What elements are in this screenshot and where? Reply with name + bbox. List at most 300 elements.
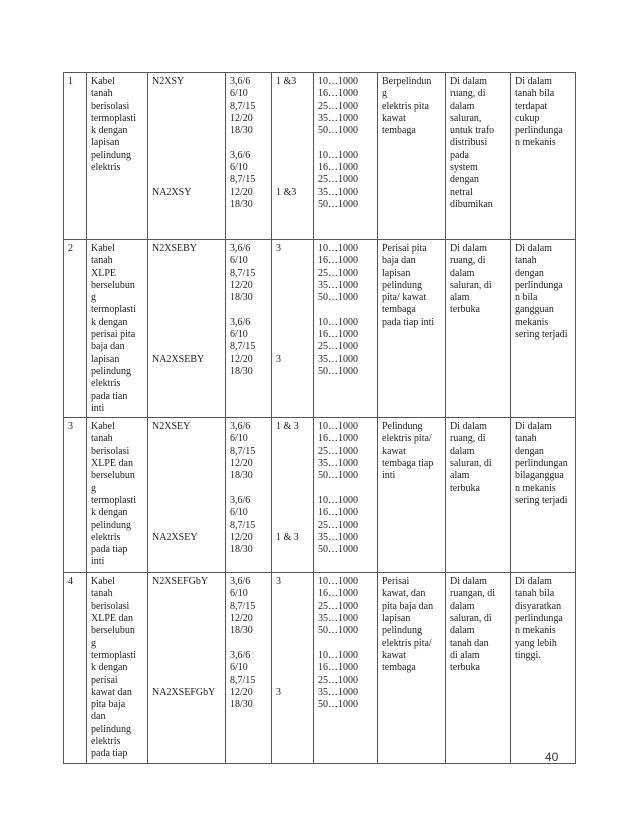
cell-number: [64, 418, 87, 573]
cross-section-value: 10…1000: [318, 243, 358, 254]
cell-installation-line: dalam: [450, 100, 475, 112]
cross-section-value: 10…1000: [318, 316, 358, 328]
cell-description-line: Kabel: [91, 76, 115, 87]
spacer: [276, 483, 310, 532]
core-count: 1 & 3: [276, 421, 299, 433]
cable-spec-table: [63, 72, 576, 764]
voltage-value: 3,6/6: [230, 421, 251, 433]
cross-section-value: 25…1000: [318, 174, 358, 186]
cell-installation-line: ruang, di: [450, 88, 486, 100]
cell-protection-line: n bila: [515, 292, 538, 304]
cell-cable-type: [148, 418, 226, 573]
cell-description-line: berselubun: [91, 625, 135, 637]
cell-construction-line: pelindung: [382, 279, 422, 291]
spacer: [276, 433, 310, 482]
cross-section-value: 35…1000: [318, 112, 358, 124]
voltage-value: 8,7/15: [230, 100, 256, 112]
cell-protection-line: perlindunga: [515, 279, 563, 291]
cell-description-line: inti: [91, 402, 105, 414]
cell-installation-line: system: [450, 162, 478, 174]
cable-type-aluminium: NA2XSEFGbY: [152, 686, 216, 698]
cell-description-line: Kabel: [91, 576, 115, 588]
voltage-value: 8,7/15: [230, 600, 256, 612]
cross-section-value: 50…1000: [318, 365, 358, 377]
cross-section-value: 50…1000: [318, 544, 358, 556]
cell-cores: [272, 573, 314, 763]
cross-section-value: 16…1000: [318, 255, 358, 267]
voltage-value: 6/10: [230, 88, 248, 100]
cell-description-line: pada tian: [91, 390, 128, 402]
cell-protection-line: Di dalam: [515, 421, 552, 433]
cross-section-value: 25…1000: [318, 600, 358, 612]
cable-type-copper: N2XSY: [152, 76, 185, 87]
cell-installation-line: ruangan, di: [450, 588, 495, 600]
cell-description: [87, 573, 148, 763]
cable-type-copper: N2XSEY: [152, 421, 191, 433]
cell-protection: [511, 418, 576, 573]
cell-description-line: g: [91, 637, 96, 649]
cell-construction-line: Pelindung: [382, 421, 423, 433]
cell-description-line: berisolasi: [91, 600, 130, 612]
table-row: [64, 73, 576, 240]
voltage-value: 18/30: [230, 625, 253, 637]
cell-construction-line: elektris pita/: [382, 637, 432, 649]
cell-construction-line: Perisai pita: [382, 243, 427, 254]
spacer: [152, 255, 222, 304]
voltage-value: 18/30: [230, 699, 253, 711]
voltage-value: 3,6/6: [230, 149, 251, 161]
cell-description-line: elektris: [91, 531, 121, 543]
cross-section-value: 10…1000: [318, 149, 358, 161]
cell-description-line: lapisan: [91, 353, 120, 365]
cell-protection-line: perlindungan: [515, 458, 568, 470]
cell-protection-line: n mekanis: [515, 482, 556, 494]
cross-section-value: 50…1000: [318, 292, 358, 304]
voltage-value: 3,6/6: [230, 576, 251, 588]
voltage-value: 8,7/15: [230, 674, 256, 686]
cell-installation-line: terbuka: [450, 662, 480, 674]
page-number: 40: [545, 750, 559, 764]
cross-section-value: 35…1000: [318, 458, 358, 470]
voltage-value: 8,7/15: [230, 519, 256, 531]
cell-protection-line: perlindunga: [515, 125, 563, 137]
cross-section-value: 25…1000: [318, 674, 358, 686]
cross-section-value: 10…1000: [318, 576, 358, 588]
cross-section-value: 35…1000: [318, 353, 358, 365]
voltage-value: 18/30: [230, 365, 253, 377]
cell-construction-line: pada tiap inti: [382, 316, 435, 328]
cell-protection-line: dengan: [515, 445, 544, 457]
cross-section-value: 10…1000: [318, 76, 358, 87]
spacer: [230, 483, 268, 495]
cell-description-line: XLPE dan: [91, 458, 133, 470]
cable-type-copper: N2XSEFGbY: [152, 576, 209, 588]
cross-section-value: 16…1000: [318, 507, 358, 519]
cross-section-value: 25…1000: [318, 100, 358, 112]
cell-installation-line: Di dalam: [450, 76, 487, 87]
cell-installation-line: saluran, di: [450, 279, 492, 291]
row-number: 3: [68, 421, 73, 433]
voltage-value: 12/20: [230, 186, 253, 198]
voltage-value: 18/30: [230, 292, 253, 304]
spacer: [152, 638, 222, 687]
voltage-value: 18/30: [230, 125, 253, 137]
table-body: [64, 73, 576, 764]
cell-description-line: berselubun: [91, 470, 135, 482]
cross-section-value: 50…1000: [318, 125, 358, 137]
core-count: 3: [276, 686, 281, 698]
cell-cores: [272, 418, 314, 573]
cell-description-line: termoplasti: [91, 112, 136, 124]
cross-section-value: 16…1000: [318, 329, 358, 341]
cell-installation-line: dalam: [450, 267, 475, 279]
cell-protection-line: mekanis: [515, 316, 549, 328]
cell-description-line: termoplasti: [91, 494, 136, 506]
cell-installation-line: terbuka: [450, 482, 480, 494]
cell-protection-line: disyaratkan: [515, 600, 562, 612]
cell-description-line: berselubun: [91, 279, 135, 291]
cell-cross-section: [314, 73, 378, 240]
cell-protection: [511, 73, 576, 240]
cell-number: [64, 573, 87, 763]
cell-description-line: tanah: [91, 255, 113, 267]
cell-construction-line: kawat, dan: [382, 588, 426, 600]
voltage-value: 6/10: [230, 329, 248, 341]
cell-number: [64, 240, 87, 418]
voltage-value: 12/20: [230, 279, 253, 291]
voltage-value: 3,6/6: [230, 243, 251, 254]
spacer: [230, 304, 268, 316]
cell-construction: [378, 240, 446, 418]
spacer: [318, 638, 374, 650]
voltage-value: 8,7/15: [230, 267, 256, 279]
cell-construction-line: lapisan: [382, 613, 411, 625]
cell-cable-type: [148, 240, 226, 418]
cable-type-aluminium: NA2XSEBY: [152, 353, 205, 365]
spacer: [276, 588, 310, 637]
cell-construction-line: tembaga: [382, 304, 416, 316]
cell-cable-type: [148, 73, 226, 240]
cell-protection-line: tanah bila: [515, 588, 555, 600]
cell-protection-line: n mekanis: [515, 137, 556, 149]
cell-protection-line: dengan: [515, 267, 544, 279]
cell-installation-line: pada: [450, 149, 469, 161]
cell-construction: [378, 418, 446, 573]
cell-installation: [446, 573, 511, 763]
cell-voltage: [226, 240, 272, 418]
cell-voltage: [226, 418, 272, 573]
cell-protection-line: perlindunga: [515, 613, 563, 625]
voltage-value: 18/30: [230, 470, 253, 482]
spacer: [318, 304, 374, 316]
row-number: 2: [68, 243, 73, 254]
cell-description: [87, 418, 148, 573]
cell-protection-line: terdapat: [515, 100, 548, 112]
cell-description-line: k dengan: [91, 316, 128, 328]
cell-construction-line: tembaga tiap: [382, 458, 434, 470]
cross-section-value: 25…1000: [318, 519, 358, 531]
cell-description-line: elektris: [91, 378, 121, 390]
cell-installation-line: terbuka: [450, 304, 480, 316]
cell-description-line: pelindung: [91, 149, 131, 161]
spacer: [318, 137, 374, 149]
cell-construction-line: kawat: [382, 649, 406, 661]
cell-cores: [272, 73, 314, 240]
cell-description-line: lapisan: [91, 137, 120, 149]
voltage-value: 12/20: [230, 112, 253, 124]
cell-cross-section: [314, 240, 378, 418]
cross-section-value: 35…1000: [318, 279, 358, 291]
cell-voltage: [226, 73, 272, 240]
cell-description-line: pita baja: [91, 699, 126, 711]
voltage-value: 3,6/6: [230, 649, 251, 661]
cell-protection-line: sering terjadi: [515, 494, 568, 506]
cell-cable-type: [148, 573, 226, 763]
voltage-value: 3,6/6: [230, 316, 251, 328]
cell-installation-line: dengan: [450, 174, 479, 186]
spacer: [152, 137, 222, 186]
cell-voltage: [226, 573, 272, 763]
cell-installation-line: tanah dan: [450, 637, 489, 649]
cell-description: [87, 240, 148, 418]
spacer: [230, 137, 268, 149]
cell-protection-line: Di dalam: [515, 576, 552, 588]
cross-section-value: 10…1000: [318, 649, 358, 661]
table-row: [64, 573, 576, 763]
cell-description-line: XLPE dan: [91, 613, 133, 625]
cell-description-line: elektris: [91, 162, 121, 174]
cell-construction-line: pelindung: [382, 625, 422, 637]
cross-section-value: 10…1000: [318, 494, 358, 506]
cross-section-value: 35…1000: [318, 186, 358, 198]
cross-section-value: 35…1000: [318, 686, 358, 698]
cell-description-line: tanah: [91, 433, 113, 445]
voltage-value: 3,6/6: [230, 76, 251, 87]
cell-construction-line: Berpelindun: [382, 76, 432, 87]
voltage-value: 18/30: [230, 198, 253, 210]
cell-construction-line: kawat: [382, 112, 406, 124]
spacer: [230, 638, 268, 650]
cell-protection-line: Di dalam: [515, 243, 552, 254]
cell-cores: [272, 240, 314, 418]
cell-installation-line: di alam: [450, 649, 480, 661]
cell-description-line: dan: [91, 711, 106, 723]
cell-description-line: termoplasti: [91, 304, 136, 316]
voltage-value: 12/20: [230, 458, 253, 470]
voltage-value: 6/10: [230, 162, 248, 174]
spacer: [276, 137, 310, 186]
cell-installation-line: netral: [450, 186, 473, 198]
cell-installation: [446, 240, 511, 418]
cell-cross-section: [314, 573, 378, 763]
cell-construction-line: tembaga: [382, 662, 416, 674]
spacer: [276, 304, 310, 353]
cell-installation: [446, 418, 511, 573]
cell-installation-line: Di dalam: [450, 243, 487, 254]
cross-section-value: 35…1000: [318, 613, 358, 625]
cell-installation: [446, 73, 511, 240]
cell-description-line: tanah: [91, 88, 113, 100]
spacer: [152, 304, 222, 353]
spacer: [276, 255, 310, 304]
cross-section-value: 50…1000: [318, 198, 358, 210]
cross-section-value: 16…1000: [318, 162, 358, 174]
cell-construction-line: inti: [382, 470, 396, 482]
cell-installation-line: Di dalam: [450, 421, 487, 433]
core-count: 1 &3: [276, 76, 297, 87]
cell-installation-line: dalam: [450, 600, 475, 612]
spacer: [276, 638, 310, 687]
voltage-value: 6/10: [230, 588, 248, 600]
cross-section-value: 16…1000: [318, 588, 358, 600]
cross-section-value: 35…1000: [318, 531, 358, 543]
cable-type-aluminium: NA2XSY: [152, 186, 192, 198]
cell-description-line: pada tiap: [91, 748, 128, 760]
cell-description-line: kawat dan: [91, 686, 132, 698]
cell-protection: [511, 240, 576, 418]
cell-protection-line: tinggi.: [515, 649, 541, 661]
voltage-value: 6/10: [230, 662, 248, 674]
cell-description-line: Kabel: [91, 243, 115, 254]
cell-installation-line: alam: [450, 470, 470, 482]
cell-protection-line: tanah: [515, 255, 537, 267]
voltage-value: 3,6/6: [230, 494, 251, 506]
cell-construction-line: tembaga: [382, 125, 416, 137]
row-number: 1: [68, 76, 73, 87]
cell-description-line: XLPE: [91, 267, 116, 279]
cross-section-value: 50…1000: [318, 470, 358, 482]
cross-section-value: 10…1000: [318, 421, 358, 433]
voltage-value: 12/20: [230, 686, 253, 698]
cell-description-line: perisai pita: [91, 329, 136, 341]
cell-construction: [378, 573, 446, 763]
cell-description-line: k dengan: [91, 662, 128, 674]
cell-description: [87, 73, 148, 240]
cell-installation-line: saluran,: [450, 112, 482, 124]
cell-installation-line: ruang, di: [450, 255, 486, 267]
cell-description-line: berisolasi: [91, 100, 130, 112]
cell-description-line: g: [91, 482, 96, 494]
voltage-value: 8,7/15: [230, 341, 256, 353]
cell-construction-line: g: [382, 88, 387, 100]
cell-installation-line: Di dalam: [450, 576, 487, 588]
spacer: [152, 88, 222, 137]
table-row: [64, 240, 576, 418]
cross-section-value: 16…1000: [318, 88, 358, 100]
cell-construction-line: Perisai: [382, 576, 410, 588]
core-count: 1 & 3: [276, 531, 299, 543]
cell-cross-section: [314, 418, 378, 573]
cell-protection-line: bilagangguа: [515, 470, 564, 482]
cell-description-line: berisolasi: [91, 445, 130, 457]
voltage-value: 12/20: [230, 613, 253, 625]
cell-installation-line: dalam: [450, 625, 475, 637]
cell-installation-line: alam: [450, 292, 470, 304]
cable-type-aluminium: NA2XSEY: [152, 531, 198, 543]
cross-section-value: 25…1000: [318, 267, 358, 279]
voltage-value: 12/20: [230, 531, 253, 543]
core-count: 1 &3: [276, 186, 297, 198]
cell-installation-line: distribusi: [450, 137, 488, 149]
cell-construction: [378, 73, 446, 240]
spacer: [152, 588, 222, 637]
cell-protection-line: tanah bila: [515, 88, 555, 100]
voltage-value: 18/30: [230, 544, 253, 556]
cell-construction-line: elektris pita/: [382, 433, 432, 445]
cell-protection-line: gangguan: [515, 304, 554, 316]
cell-description-line: elektris: [91, 736, 121, 748]
cell-installation-line: ruang, di: [450, 433, 486, 445]
cell-protection-line: sering terjadi: [515, 329, 568, 341]
cross-section-value: 50…1000: [318, 625, 358, 637]
cell-description-line: pada tiap: [91, 544, 128, 556]
cell-installation-line: untuk trafo: [450, 125, 495, 137]
cell-installation-line: dalam: [450, 445, 475, 457]
spacer: [318, 483, 374, 495]
cross-section-value: 25…1000: [318, 341, 358, 353]
cell-protection-line: cukup: [515, 112, 540, 124]
cell-description-line: pelindung: [91, 365, 131, 377]
voltage-value: 6/10: [230, 255, 248, 267]
voltage-value: 8,7/15: [230, 174, 256, 186]
voltage-value: 8,7/15: [230, 445, 256, 457]
cell-construction-line: pita/ kawat: [382, 292, 427, 304]
core-count: 3: [276, 243, 281, 254]
cell-description-line: tanah: [91, 588, 113, 600]
cell-protection-line: yang lebih: [515, 637, 557, 649]
cell-description-line: perisai: [91, 674, 118, 686]
cell-installation-line: saluran, di: [450, 613, 492, 625]
cell-description-line: termoplasti: [91, 649, 136, 661]
cell-construction-line: elektris pita: [382, 100, 429, 112]
cell-number: [64, 73, 87, 240]
cell-protection: [511, 573, 576, 763]
cross-section-value: 50…1000: [318, 699, 358, 711]
spacer: [152, 483, 222, 532]
cell-description-line: Kabel: [91, 421, 115, 433]
cell-installation-line: dibumikan: [450, 198, 493, 210]
voltage-value: 6/10: [230, 507, 248, 519]
cell-construction-line: pita baja dan: [382, 600, 434, 612]
cell-protection-line: Di dalam: [515, 76, 552, 87]
cell-description-line: inti: [91, 556, 105, 568]
cross-section-value: 16…1000: [318, 433, 358, 445]
cell-description-line: k dengan: [91, 507, 128, 519]
cell-description-line: pelindung: [91, 723, 131, 735]
voltage-value: 6/10: [230, 433, 248, 445]
cell-description-line: pelindung: [91, 519, 131, 531]
core-count: 3: [276, 576, 281, 588]
cable-type-copper: N2XSEBY: [152, 243, 198, 254]
spacer: [276, 88, 310, 137]
cross-section-value: 25…1000: [318, 445, 358, 457]
spacer: [152, 433, 222, 482]
cell-construction-line: lapisan: [382, 267, 411, 279]
cross-section-value: 16…1000: [318, 662, 358, 674]
cell-description-line: baja dan: [91, 341, 125, 353]
table-row: [64, 418, 576, 573]
cell-description-line: k dengan: [91, 125, 128, 137]
cell-installation-line: saluran, di: [450, 458, 492, 470]
cell-protection-line: tanah: [515, 433, 537, 445]
voltage-value: 12/20: [230, 353, 253, 365]
core-count: 3: [276, 353, 281, 365]
cell-construction-line: baja dan: [382, 255, 416, 267]
cell-description-line: g: [91, 292, 96, 304]
cell-protection-line: n mekanis: [515, 625, 556, 637]
row-number: 4: [68, 576, 73, 588]
cell-construction-line: kawat: [382, 445, 406, 457]
